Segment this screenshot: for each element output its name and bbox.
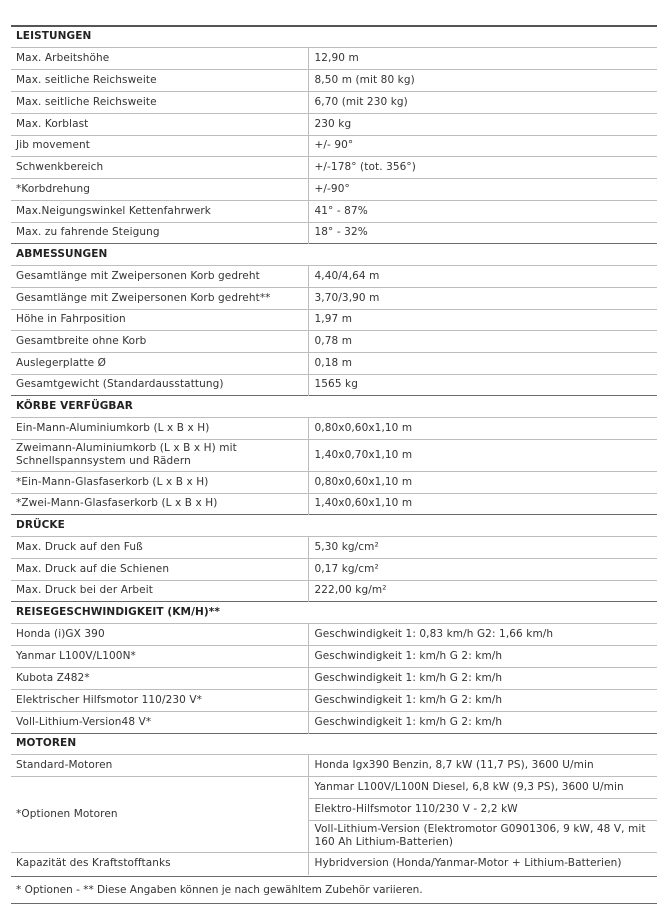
section-header	[11, 514, 657, 536]
spec-value: 1,40x0,70x1,10 m	[308, 439, 657, 471]
spec-label: Max. Druck auf die Schienen	[11, 558, 308, 580]
section-title: DRÜCKE	[11, 514, 657, 536]
spec-value: Hybridversion (Honda/Yanmar-Motor + Lithium-Batterien)	[308, 852, 657, 875]
spec-row	[11, 776, 657, 798]
spec-label: Max. Druck auf den Fuß	[11, 536, 308, 558]
spec-label: Schwenkbereich	[11, 156, 308, 178]
spec-value: 0,80x0,60x1,10 m	[308, 417, 657, 439]
section-title: LEISTUNGEN	[11, 26, 657, 47]
section-title: ABMESSUNGEN	[11, 243, 657, 265]
section-header	[11, 601, 657, 623]
spec-value: Elektro-Hilfsmotor 110/230 V - 2,2 kW	[308, 798, 657, 820]
spec-value: 41° - 87%	[308, 200, 657, 222]
spec-value: Yanmar L100V/L100N Diesel, 6,8 kW (9,3 PS), 3600 U/min	[308, 776, 657, 798]
spec-label: Gesamtlänge mit Zweipersonen Korb gedreht	[11, 265, 308, 287]
spec-label: Ein-Mann-Aluminiumkorb (L x B x H)	[11, 417, 308, 439]
spec-label: Kubota Z482*	[11, 667, 308, 689]
spec-value: 18° - 32%	[308, 222, 657, 243]
spec-value: Geschwindigkeit 1: km/h G 2: km/h	[308, 711, 657, 733]
spec-row	[11, 156, 657, 178]
spec-label: *Korbdrehung	[11, 178, 308, 200]
spec-value: +/-90°	[308, 178, 657, 200]
spec-row	[11, 309, 657, 330]
spec-row	[11, 711, 657, 733]
spec-value: 1,40x0,60x1,10 m	[308, 493, 657, 514]
spec-label: Max. seitliche Reichsweite	[11, 69, 308, 91]
spec-row	[11, 200, 657, 222]
spec-row	[11, 623, 657, 645]
spec-row	[11, 287, 657, 309]
spec-value: Voll-Lithium-Version (Elektromotor G0901306, 9 kW, 48 V, mit 160 Ah Lithium-Batterien)	[308, 820, 657, 852]
spec-row	[11, 265, 657, 287]
spec-value: Geschwindigkeit 1: km/h G 2: km/h	[308, 689, 657, 711]
spec-value: Geschwindigkeit 1: 0,83 km/h G2: 1,66 km/h	[308, 623, 657, 645]
spec-label: Max. Druck bei der Arbeit	[11, 580, 308, 601]
spec-row	[11, 645, 657, 667]
spec-row	[11, 178, 657, 200]
spec-value: 0,80x0,60x1,10 m	[308, 471, 657, 493]
spec-value: 1,97 m	[308, 309, 657, 330]
spec-row	[11, 754, 657, 776]
spec-label: Honda (i)GX 390	[11, 623, 308, 645]
spec-row	[11, 852, 657, 875]
section-title: REISEGESCHWINDIGKEIT (KM/H)**	[11, 601, 657, 623]
spec-label: Max. Korblast	[11, 113, 308, 135]
spec-row	[11, 330, 657, 352]
spec-value: Honda Igx390 Benzin, 8,7 kW (11,7 PS), 3600 U/min	[308, 754, 657, 776]
spec-label: Kapazität des Kraftstofftanks	[11, 852, 308, 875]
spec-label: Jib movement	[11, 135, 308, 156]
spec-label: Max. Arbeitshöhe	[11, 47, 308, 69]
spec-label: Höhe in Fahrposition	[11, 309, 308, 330]
spec-row	[11, 47, 657, 69]
spec-value: 222,00 kg/m²	[308, 580, 657, 601]
spec-value: 0,17 kg/cm²	[308, 558, 657, 580]
spec-row	[11, 439, 657, 471]
spec-row	[11, 493, 657, 514]
spec-value: 12,90 m	[308, 47, 657, 69]
spec-value: 1565 kg	[308, 374, 657, 395]
spec-row	[11, 135, 657, 156]
spec-label: Standard-Motoren	[11, 754, 308, 776]
spec-label: Elektrischer Hilfsmotor 110/230 V*	[11, 689, 308, 711]
spec-value: 3,70/3,90 m	[308, 287, 657, 309]
spec-label: Gesamtlänge mit Zweipersonen Korb gedreht**	[11, 287, 308, 309]
spec-value: 230 kg	[308, 113, 657, 135]
spec-row	[11, 417, 657, 439]
spec-label: *Zwei-Mann-Glasfaserkorb (L x B x H)	[11, 493, 308, 514]
spec-value: +/- 90°	[308, 135, 657, 156]
spec-value: 6,70 (mit 230 kg)	[308, 91, 657, 113]
spec-row	[11, 91, 657, 113]
spec-value: 5,30 kg/cm²	[308, 536, 657, 558]
spec-value: 8,50 m (mit 80 kg)	[308, 69, 657, 91]
spec-row	[11, 689, 657, 711]
spec-row	[11, 222, 657, 243]
spec-row	[11, 558, 657, 580]
spec-value: +/-178° (tot. 356°)	[308, 156, 657, 178]
footnote: * Optionen - ** Diese Angaben können je nach gewähltem Zubehör variieren.	[11, 876, 657, 904]
spec-label: *Optionen Motoren	[11, 776, 308, 852]
section-header	[11, 395, 657, 417]
spec-label: Max. seitliche Reichsweite	[11, 91, 308, 113]
spec-row	[11, 113, 657, 135]
spec-row	[11, 580, 657, 601]
spec-row	[11, 69, 657, 91]
spec-row	[11, 667, 657, 689]
section-title: KÖRBE VERFÜGBAR	[11, 395, 657, 417]
spec-row	[11, 374, 657, 395]
spec-table	[11, 25, 657, 875]
spec-value: 4,40/4,64 m	[308, 265, 657, 287]
section-header	[11, 243, 657, 265]
spec-label: Gesamtbreite ohne Korb	[11, 330, 308, 352]
spec-label: Max.Neigungswinkel Kettenfahrwerk	[11, 200, 308, 222]
spec-label: Gesamtgewicht (Standardausstattung)	[11, 374, 308, 395]
spec-row	[11, 471, 657, 493]
spec-label: *Ein-Mann-Glasfaserkorb (L x B x H)	[11, 471, 308, 493]
section-title: MOTOREN	[11, 733, 657, 754]
spec-label: Auslegerplatte Ø	[11, 352, 308, 374]
spec-value: 0,18 m	[308, 352, 657, 374]
spec-label: Yanmar L100V/L100N*	[11, 645, 308, 667]
spec-value: Geschwindigkeit 1: km/h G 2: km/h	[308, 645, 657, 667]
spec-row	[11, 352, 657, 374]
spec-row	[11, 536, 657, 558]
spec-label: Zweimann-Aluminiumkorb (L x B x H) mit Schnellspannsystem und Rädern	[11, 439, 308, 471]
spec-label: Max. zu fahrende Steigung	[11, 222, 308, 243]
section-header	[11, 733, 657, 754]
spec-value: 0,78 m	[308, 330, 657, 352]
spec-label: Voll-Lithium-Version48 V*	[11, 711, 308, 733]
section-header	[11, 26, 657, 47]
spec-value: Geschwindigkeit 1: km/h G 2: km/h	[308, 667, 657, 689]
